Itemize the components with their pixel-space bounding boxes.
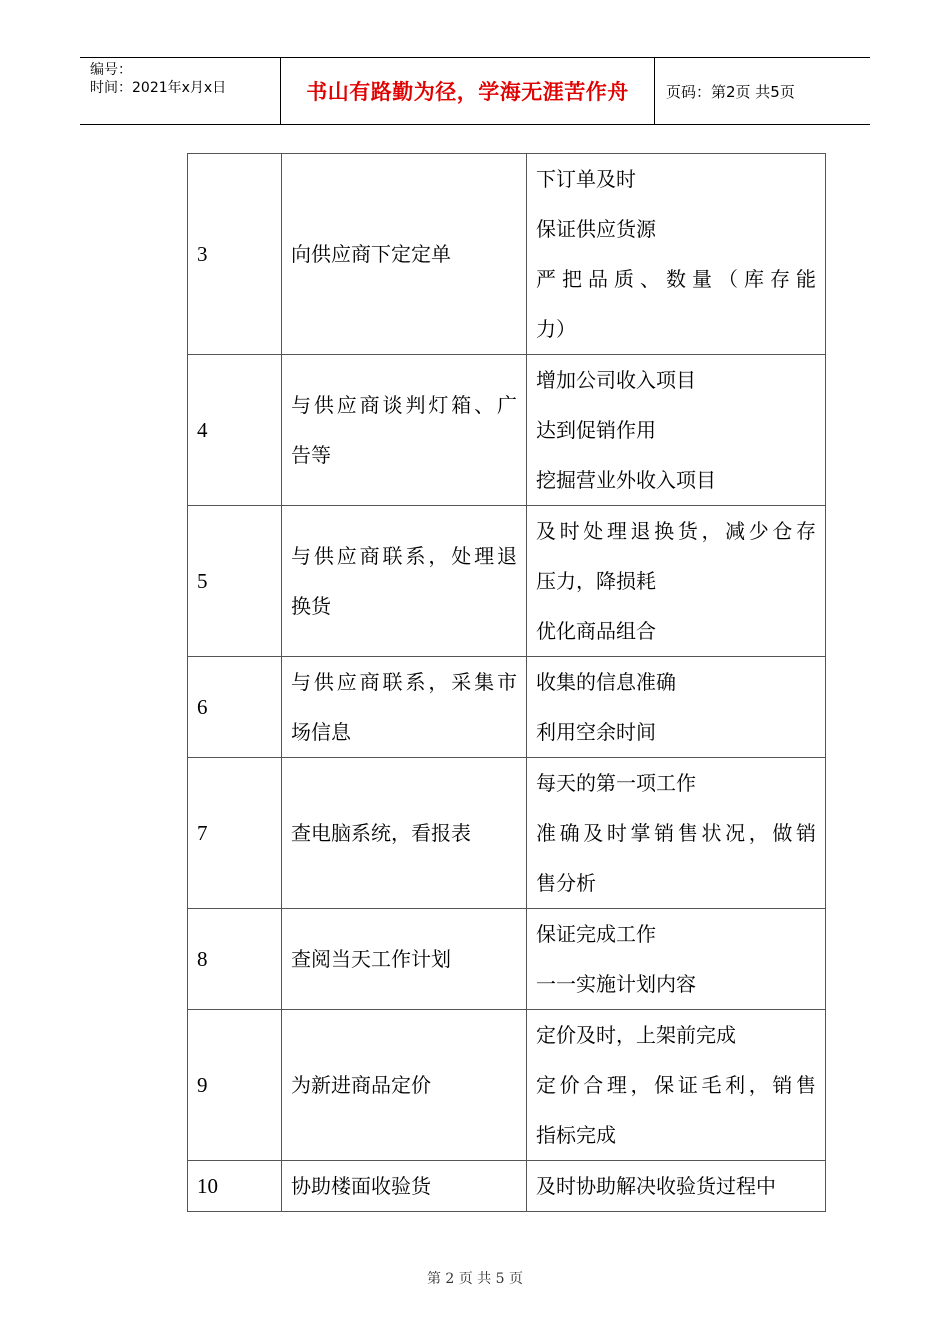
task-cell (282, 355, 527, 506)
goal-text: 及时处理退换货，减少仓存 (536, 519, 816, 543)
goal-cell (527, 355, 826, 506)
goal-text: 增加公司收入项目 (536, 368, 696, 392)
task-cell (282, 154, 527, 355)
goal-text: 定价合理，保证毛利，销售 (536, 1073, 816, 1097)
goal-text: 售分析 (536, 871, 596, 895)
task-cell (282, 1010, 527, 1161)
goal-text: 挖掘营业外收入项目 (536, 468, 716, 492)
table-row (188, 909, 826, 1010)
goal-text: 下订单及时 (536, 167, 636, 191)
table-row (188, 758, 826, 909)
goal-text: 保证供应货源 (536, 217, 656, 241)
row-number: 4 (188, 355, 282, 506)
goal-text: 指标完成 (536, 1123, 616, 1147)
table-row (188, 1161, 826, 1212)
header-motto: 书山有路勤为径，学海无涯苦作舟 (281, 58, 655, 124)
task-cell (282, 758, 527, 909)
task-text: 场信息 (291, 720, 351, 744)
table-row (188, 657, 826, 758)
goal-cell (527, 1010, 826, 1161)
header-page-info: 页码：第2页 共5页 (666, 82, 795, 101)
goal-text: 每天的第一项工作 (536, 771, 696, 795)
task-cell (282, 909, 527, 1010)
row-number: 7 (188, 758, 282, 909)
goal-text: 定价及时，上架前完成 (536, 1023, 736, 1047)
goal-cell (527, 1161, 826, 1212)
page-header (80, 57, 870, 125)
goal-text: 及时协助解决收验货过程中 (536, 1174, 776, 1198)
document-date: 时间：2021年x月x日 (90, 80, 227, 96)
table-row (188, 1010, 826, 1161)
task-text: 为新进商品定价 (291, 1073, 431, 1097)
goal-text: 优化商品组合 (536, 619, 656, 643)
task-table (187, 153, 826, 1212)
goal-cell (527, 657, 826, 758)
goal-text: 保证完成工作 (536, 922, 656, 946)
row-number: 6 (188, 657, 282, 758)
header-meta (80, 58, 281, 124)
row-number: 8 (188, 909, 282, 1010)
goal-text: 力） (536, 317, 576, 341)
goal-cell (527, 506, 826, 657)
task-cell (282, 657, 527, 758)
goal-cell (527, 758, 826, 909)
table-row (188, 154, 826, 355)
row-number: 3 (188, 154, 282, 355)
table-row (188, 355, 826, 506)
task-text: 与供应商联系，采集市 (291, 670, 517, 694)
task-text: 与供应商联系，处理退 (291, 544, 517, 568)
task-text: 与供应商谈判灯箱、广 (291, 393, 517, 417)
document-number-label: 编号： (90, 62, 132, 78)
task-text: 查阅当天工作计划 (291, 947, 451, 971)
task-text: 换货 (291, 594, 331, 618)
goal-text: 达到促销作用 (536, 418, 656, 442)
goal-text: 收集的信息准确 (536, 670, 676, 694)
task-text: 向供应商下定定单 (291, 242, 451, 266)
page-footer: 第 2 页 共 5 页 (426, 1271, 524, 1287)
table-row (188, 506, 826, 657)
goal-text: 一一实施计划内容 (536, 972, 696, 996)
task-text: 查电脑系统，看报表 (291, 821, 471, 845)
goal-cell (527, 154, 826, 355)
goal-text: 压力，降损耗 (536, 569, 656, 593)
row-number: 10 (188, 1161, 282, 1212)
task-cell (282, 506, 527, 657)
goal-text: 严把品质、数量（库存能 (536, 267, 816, 291)
task-text: 告等 (291, 443, 331, 467)
goal-text: 利用空余时间 (536, 720, 656, 744)
row-number: 5 (188, 506, 282, 657)
task-text: 协助楼面收验货 (291, 1174, 431, 1198)
task-cell (282, 1161, 527, 1212)
goal-text: 准确及时掌销售状况，做销 (536, 821, 816, 845)
row-number: 9 (188, 1010, 282, 1161)
goal-cell (527, 909, 826, 1010)
